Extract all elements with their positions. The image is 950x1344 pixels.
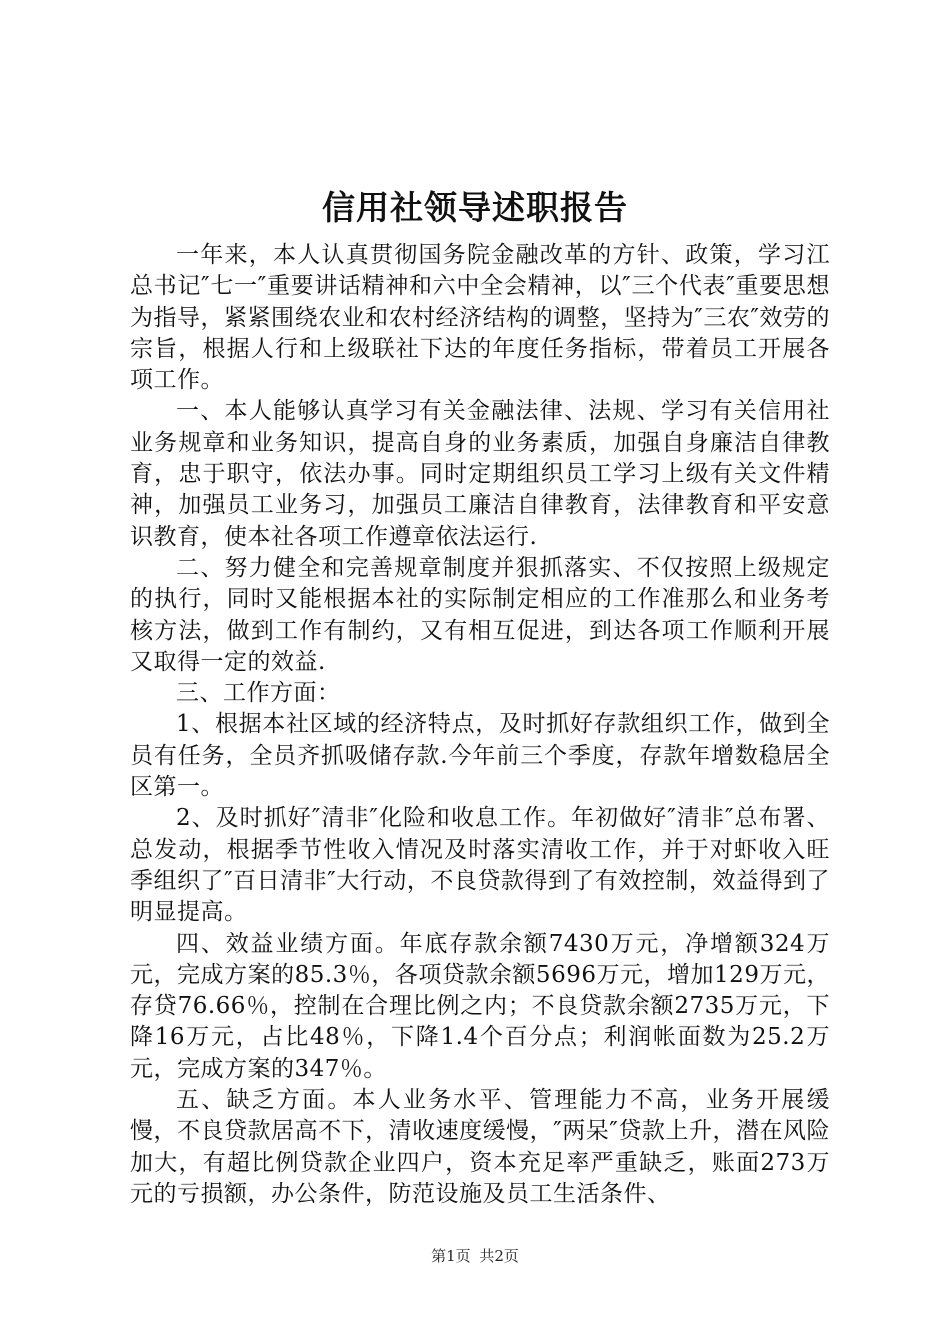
paragraph-section-5: 五、缺乏方面。本人业务水平、管理能力不高，业务开展缓慢，不良贷款居高不下，清收速度缓慢，″两呆″贷款上升，潜在风险加大，有超比例贷款企业四户，资本充足率严重缺乏，账面273万元的亏损额，办公条件，防范设施及员工生活条件、 <box>130 1087 830 1207</box>
page-footer <box>0 1246 950 1266</box>
paragraph-item-1: 1、根据本社区域的经济特点，及时抓好存款组织工作，做到全员有任务，全员齐抓吸储存款.今年前三个季度，存款年增数稳居全区第一。 <box>130 711 830 801</box>
paragraph-section-3-heading: 三、工作方面： <box>176 680 341 707</box>
document-title: 信用社领导述职报告 <box>322 188 628 227</box>
paragraph-section-1: 一、本人能够认真学习有关金融法律、法规、学习有关信用社业务规章和业务知识，提高自身的业务素质，加强自身廉洁自律教育，忠于职守，依法办事。同时定期组织员工学习上级有关文件精神，加强员工业务习，加强员工廉洁自律教育，法律教育和平安意识教育，使本社各项工作遵章依法运行. <box>130 398 830 550</box>
page-total: 共2页 <box>479 1247 519 1265</box>
page-number: 第1页 <box>431 1247 471 1265</box>
paragraph-intro: 一年来，本人认真贯彻国务院金融改革的方针、政策，学习江总书记″七一″重要讲话精神和六中全会精神，以″三个代表″重要思想为指导，紧紧围绕农业和农村经济结构的调整，坚持为″三农″效劳的宗旨，根据人行和上级联社下达的年度任务指标，带着员工开展各项工作。 <box>130 242 830 394</box>
document-body <box>130 240 830 1210</box>
paragraph-section-4: 四、效益业绩方面。年底存款余额7430万元，净增额324万元，完成方案的85.3％，各项贷款余额5696万元，增加129万元，存贷76.66％，控制在合理比例之内；不良贷款余额2735万元，下降16万元，占比48％，下降1.4个百分点；利润帐面数为25.2万元，完成方案的347％。 <box>130 930 830 1082</box>
paragraph-item-2: 2、及时抓好″清非″化险和收息工作。年初做好″清非″总布署、总发动，根据季节性收入情况及时落实清收工作，并于对虾收入旺季组织了″百日清非″大行动，不良贷款得到了有效控制，效益得到了明显提高。 <box>130 805 830 926</box>
paragraph-section-2: 二、努力健全和完善规章制度并狠抓落实、不仅按照上级规定的执行，同时又能根据本社的实际制定相应的工作准那么和业务考核方法，做到工作有制约，又有相互促进，到达各项工作顺利开展又取得一定的效益. <box>130 554 830 675</box>
